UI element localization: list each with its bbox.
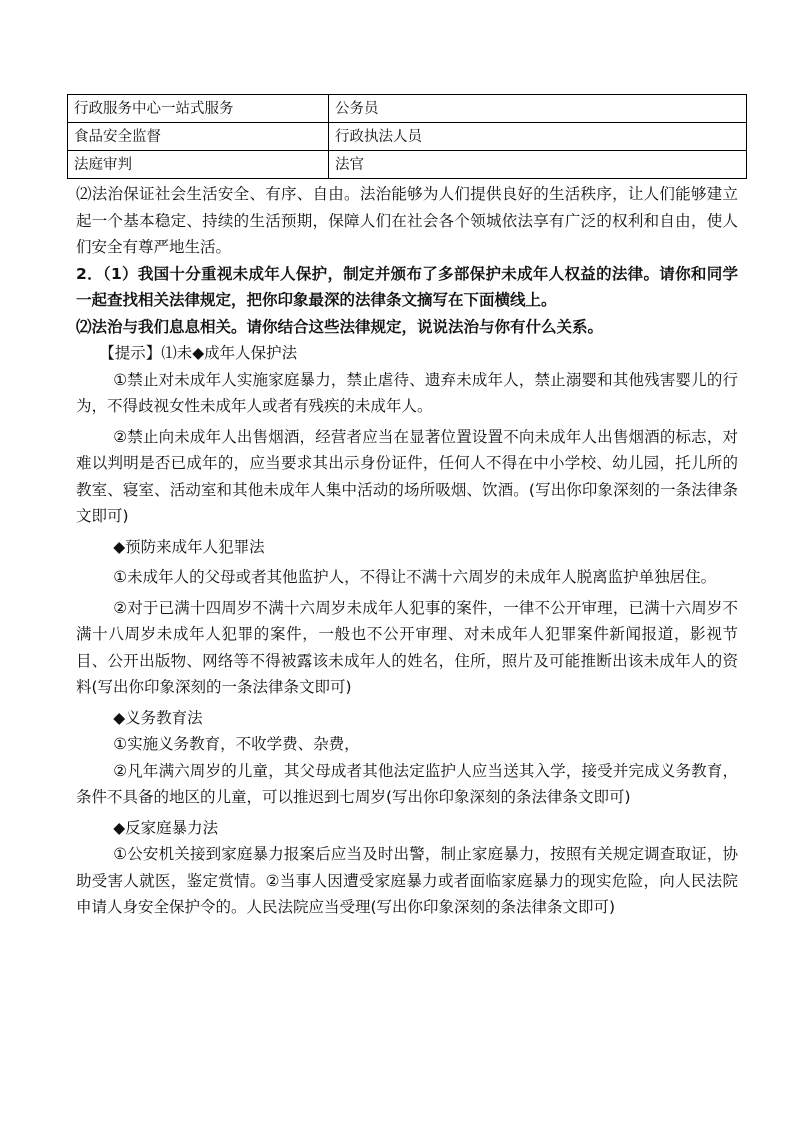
document-body xyxy=(76,181,738,921)
answer-paragraph: ⑵法治保证社会生活安全、有序、自由。法治能够为人们提供良好的生活秩序，让人们能够建立起一个基本稳定、持续的生活预期，保障人们在社会各个领城依法享有广泛的权利和自由，使人们安全有尊严地生活。 xyxy=(76,185,738,256)
job-table xyxy=(67,94,747,179)
law-title: ◆义务教育法 xyxy=(113,708,203,727)
table-cell: 法官 xyxy=(329,151,747,179)
table-row xyxy=(68,151,747,179)
law-clause: ②凡年满六周岁的儿童，其父母成者其他法定监护人应当送其入学，接受并完成义务教育，条件不具备的地区的儿童，可以推迟到七周岁(写出你印象深刻的条法律条文即可) xyxy=(76,761,738,806)
table-row xyxy=(68,123,747,151)
law-clause: ①禁止对未成年人实施家庭暴力，禁止虐待、遗弃未成年人，禁止溺婴和其他残害婴儿的行为，不得歧视女性未成年人或者有残疾的未成年人。 xyxy=(76,370,738,415)
table-cell: 公务员 xyxy=(329,95,747,123)
table-row xyxy=(68,95,747,123)
question-2-part-1: 2．（1）我国十分重视未成年人保护，制定并颁布了多部保护未成年人权益的法律。请你和同学一起查找相关法律规定，把你印象最深的法律条文摘写在下面横线上。 xyxy=(76,264,738,309)
table-cell: 法庭审判 xyxy=(68,151,329,179)
law-title: ◆反家庭暴力法 xyxy=(113,818,219,837)
table-cell: 行政执法人员 xyxy=(329,123,747,151)
question-2-part-2: ⑵法治与我们息息相关。请你结合这些法律规定，说说法治与你有什么关系。 xyxy=(76,317,604,336)
law-clause: ①公安机关接到家庭暴力报案后应当及时出警，制止家庭暴力，按照有关规定调查取证，协助受害人就医，鉴定赏情。②当事人因遭受家庭暴力或者面临家庭暴力的现实危险，向人民法院申请人身安全保护令的。人民法院应当受理(写出你印象深刻的条法律条文即可) xyxy=(76,845,738,916)
table-cell: 行政服务中心一站式服务 xyxy=(68,95,329,123)
law-clause: ②禁止向未成年人出售烟酒，经营者应当在显著位置设置不向未成年人出售烟酒的标志，对难以判明是否已成年的，应当要求其出示身份证件，任何人不得在中小学校、幼儿园，托儿所的教室、寝室、活动室和其他未成年人集中活动的场所吸烟、饮酒。(写出你印象深刻的一条法律条文即可) xyxy=(76,427,738,525)
law-clause: ②对于已满十四周岁不满十六周岁未成年人犯事的案件，一律不公开审理，已满十六周岁不满十八周岁未成年人犯罪的案件，一般也不公开审理、对未成年人犯罪案件新闻报道，影视节目、公开出版物、网络等不得被露该未成年人的姓名，住所，照片及可能推断出该未成年人的资料(写出你印象深刻的一条法律条文即可) xyxy=(76,598,738,696)
law-clause: ①实施义务教育，不收学费、杂费， xyxy=(113,735,360,753)
table-cell: 食品安全监督 xyxy=(68,123,329,151)
law-clause: ①未成年人的父母或者其他监护人，不得让不满十六周岁的未成年人脱离监护单独居住。 xyxy=(113,568,717,586)
hint-heading: 【提示】⑴未◆成年人保护法 xyxy=(99,344,298,362)
law-title: ◆预防来成年人犯罪法 xyxy=(113,537,265,556)
